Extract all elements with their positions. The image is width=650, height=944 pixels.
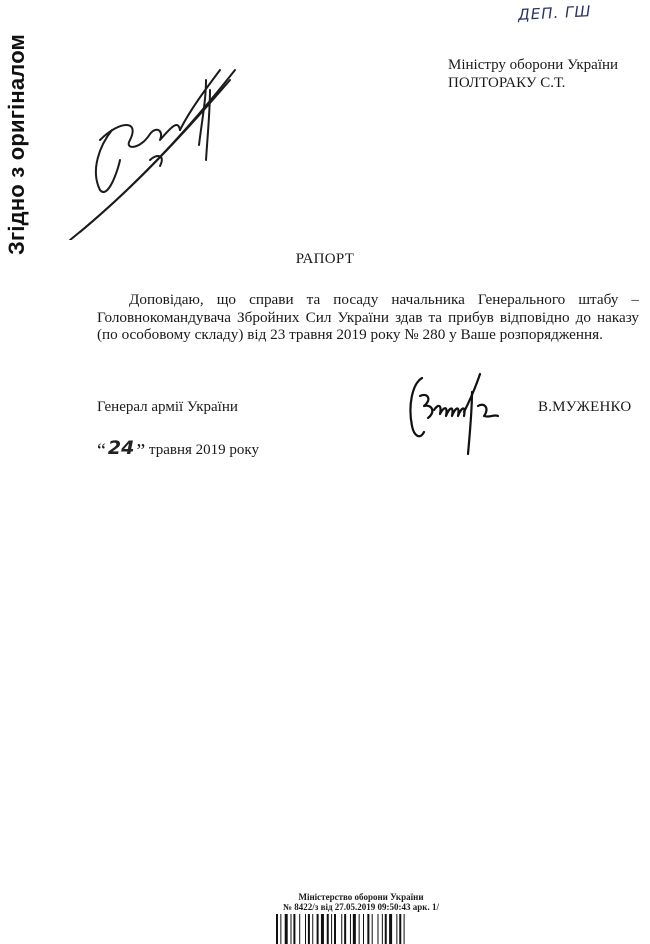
addressee-position: Міністру оборони України: [448, 57, 619, 73]
report-date: [97, 437, 259, 463]
open-quote: “: [97, 440, 106, 462]
document-title: РАПОРТ: [295, 251, 355, 267]
report-body: Доповідаю, що справи та посаду начальника Генерального штабу – Головнокомандувача Збройних Сил України здав та прибув відповідно до наказу (по особовому складу) від 23 травня 2019 року № 280 у Ваше розпорядження.: [97, 291, 639, 344]
signer-rank: Генерал армії України: [97, 399, 238, 415]
registration-org: Міністерство оборони України: [298, 892, 424, 902]
signature-icon: [398, 366, 510, 456]
handwritten-routing-note: ДЕП. ГШ: [517, 2, 592, 24]
addressee-name: ПОЛТОРАКУ С.Т.: [448, 75, 566, 91]
certified-copy-stamp: Згідно з оригіналом: [4, 33, 29, 255]
registration-stamp: [271, 892, 451, 944]
registration-number: № 8422/з від 27.05.2019 09:50:43 арк. 1/: [282, 902, 439, 912]
date-day: 24: [107, 437, 135, 459]
barcode-icon: [276, 914, 446, 944]
signer-name: В.МУЖЕНКО: [538, 399, 632, 415]
date-month-year: травня 2019 року: [148, 442, 259, 458]
resolution-signature-icon: [60, 50, 240, 240]
close-quote: ”: [136, 440, 146, 462]
addressee-block: [448, 56, 618, 92]
